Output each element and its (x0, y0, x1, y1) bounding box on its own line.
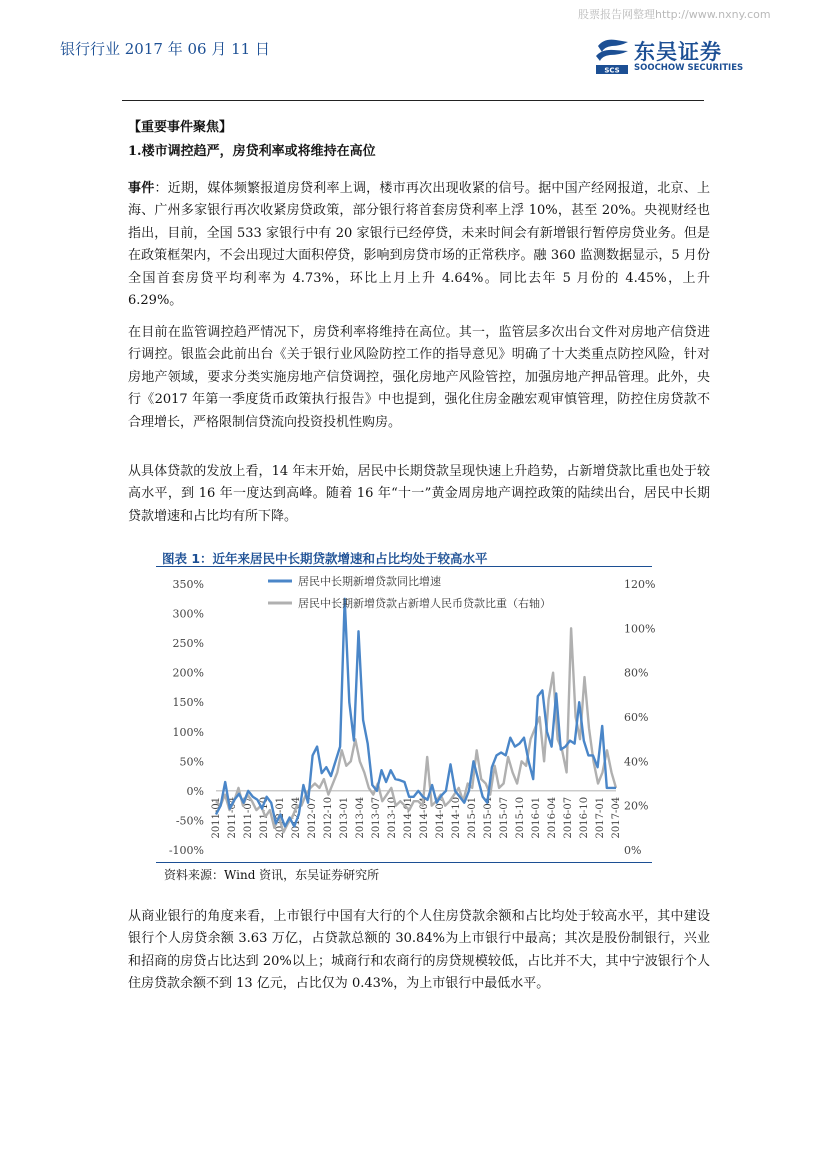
logo-brand-en: SOOCHOW SECURITIES (634, 63, 744, 73)
x-tick-label: 2012-01 (275, 796, 286, 839)
x-tick-label: 2012-10 (323, 796, 334, 839)
watermark: 股票报告网整理http://www.nxny.com (578, 8, 771, 21)
x-tick-label: 2014-07 (435, 796, 446, 839)
event-text: ：近期，媒体频繁报道房贷利率上调，楼市再次出现收紧的信号。据中国产经网报道，北京、上海、广州多家银行再次收紧房贷政策，部分银行将首套房贷利率上浮 10%，甚至 20%。央视财经也指出，目前，全国 533 家银行中有 20 家银行已经停贷，未来时间会有新增银行暂停房贷业务。但是在政策框架内，不会出现过大面积停贷，影响到房贷市场的正常秩序。融 360 监测数据显示，5 月份全国首套房贷平均利率为 4.73%，环比上月上升 4.64%。同比去年 5 月份的 4.45%，上升 6.29%。 (128, 181, 710, 309)
paragraph-event (128, 178, 710, 312)
paragraph-banks: 从商业银行的角度来看，上市银行中国有大行的个人住房贷款余额和占比均处于较高水平，其中建设银行个人房贷余额 3.63 万亿，占贷款总额的 30.84%为上市银行中最高；其次是股份制银行，兴业和招商的房贷占比达到 20%以上；城商行和农商行的房贷规模较低，占比并不大，其中宁波银行个人住房贷款余额不到 13 亿元，占比仅为 0.43%，为上市银行中最低水平。 (128, 909, 710, 992)
y-left-tick-label: 300% (172, 607, 204, 621)
x-tick-label: 2017-04 (611, 796, 622, 839)
y-right-tick-label: 60% (624, 711, 649, 724)
chart-caption: 图表 1：近年来居民中长期贷款增速和占比均处于较高水平 (162, 551, 488, 566)
y-left-tick-label: 250% (172, 637, 204, 651)
x-tick-label: 2011-01 (211, 796, 222, 839)
company-logo (594, 36, 764, 78)
chart-source: 资料来源：Wind 资讯，东吴证券研究所 (164, 868, 380, 882)
x-tick-label: 2011-04 (227, 796, 238, 839)
x-tick-label: 2011-07 (243, 796, 254, 839)
y-left-tick-label: 200% (172, 666, 204, 680)
x-tick-label: 2015-01 (467, 796, 478, 839)
x-tick-label: 2014-04 (419, 796, 430, 839)
logo-brand-name: 东吴证券 (634, 40, 722, 64)
x-tick-label: 2016-10 (579, 796, 590, 839)
x-tick-label: 2013-10 (387, 796, 398, 839)
chart-bottom-rule (156, 862, 652, 863)
line-chart (156, 568, 656, 860)
x-tick-label: 2014-01 (403, 796, 414, 839)
logo-mark-icon (594, 36, 632, 76)
x-tick-label: 2012-04 (291, 796, 302, 839)
x-tick-label: 2013-04 (355, 796, 366, 839)
paragraph-loans: 从具体贷款的发放上看，14 年末开始，居民中长期贷款呈现快速上升趋势，占新增贷款比重也处于较高水平，到 16 年一度达到高峰。随着 16 年“十一”黄金周房地产调控政策的陆续出台，居民中长期贷款增速和占比均有所下降。 (128, 464, 710, 524)
y-right-tick-label: 40% (624, 755, 649, 769)
y-left-tick-label: -50% (175, 814, 204, 828)
y-left-tick-label: 0% (186, 784, 204, 798)
x-tick-label: 2016-01 (531, 796, 542, 839)
paragraph-regulation: 在目前在监管调控趋严情况下，房贷利率将维持在高位。其一，监管层多次出台文件对房地产信贷进行调控。银监会此前出台《关于银行业风险防控工作的指导意见》明确了十大类重点防控风险，针对房地产领域，要求分类实施房地产信贷调控，强化房地产风险管控，加强房地产押品管理。此外，央行《2017 年第一季度货币政策执行报告》中也提到，强化住房金融宏观审慎管理，防控住房贷款不合理增长，严格限制信贷流向投资投机性购房。 (128, 325, 710, 430)
chart-top-rule (156, 566, 652, 567)
event-label: 事件 (128, 181, 155, 196)
legend-label: 居民中长期新增贷款占新增人民币贷款比重（右轴） (298, 597, 551, 610)
x-tick-label: 2016-07 (563, 796, 574, 839)
y-right-tick-label: 80% (624, 666, 649, 680)
x-tick-label: 2017-01 (595, 796, 606, 839)
x-tick-label: 2013-01 (339, 796, 350, 839)
x-tick-label: 2012-07 (307, 796, 318, 839)
x-tick-label: 2015-10 (515, 796, 526, 839)
y-right-tick-label: 100% (624, 622, 656, 636)
header-divider (122, 100, 704, 101)
y-right-tick-label: 0% (624, 844, 642, 857)
report-header: 银行行业 2017 年 06 月 11 日 (60, 40, 270, 58)
sub-title: 1.楼市调控趋严，房贷利率或将维持在高位 (128, 144, 376, 159)
x-tick-label: 2016-04 (547, 796, 558, 839)
y-right-tick-label: 20% (624, 799, 649, 813)
x-tick-label: 2014-10 (451, 796, 462, 839)
legend-label: 居民中长期新增贷款同比增速 (298, 575, 441, 588)
y-left-tick-label: 100% (172, 725, 204, 739)
y-right-tick-label: 120% (624, 578, 656, 591)
x-tick-label: 2013-07 (371, 796, 382, 839)
y-left-tick-label: 150% (172, 696, 204, 710)
section-title: 【重要事件聚焦】 (128, 120, 233, 135)
svg-text:SCS: SCS (604, 66, 620, 75)
y-left-tick-label: 350% (172, 578, 204, 591)
x-tick-label: 2015-07 (499, 796, 510, 839)
y-left-tick-label: -100% (168, 844, 204, 857)
y-left-tick-label: 50% (179, 755, 204, 769)
x-tick-label: 2015-04 (483, 796, 494, 839)
x-tick-label: 2011-10 (259, 796, 270, 839)
